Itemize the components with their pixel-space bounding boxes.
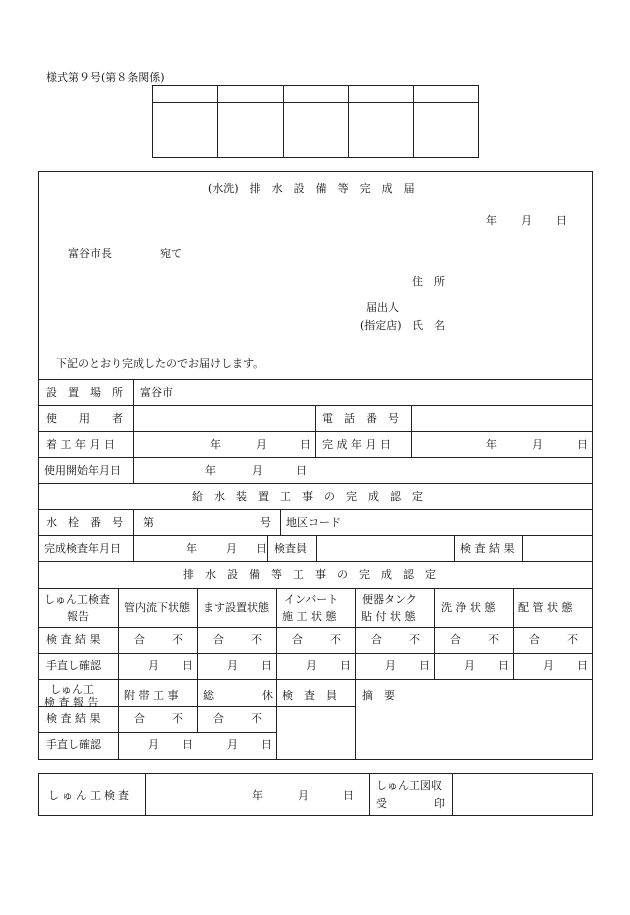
- drain-section-title: 排 水 設 備 等 工 事 の 完 成 認 定: [183, 568, 436, 581]
- form-number: 様式第９号(第８条関係): [46, 71, 165, 84]
- statement: 下記のとおり完成したのでお届けします。: [56, 357, 265, 370]
- addressee: 富谷市長: [68, 247, 112, 260]
- applicant-label: 届出人: [366, 301, 399, 314]
- install-place-value: 富谷市: [140, 386, 173, 399]
- stamp-grid: [152, 85, 479, 158]
- name-label: 氏 名: [412, 319, 445, 332]
- district-code-label: 地区コード: [286, 516, 341, 529]
- address-label: 住 所: [412, 275, 445, 288]
- water-section-title: 給 水 装 置 工 事 の 完 成 認 定: [192, 490, 423, 503]
- summary-label: 摘 要: [362, 689, 395, 702]
- form-title: (水洗) 排 水 設 備 等 完 成 届: [208, 182, 415, 195]
